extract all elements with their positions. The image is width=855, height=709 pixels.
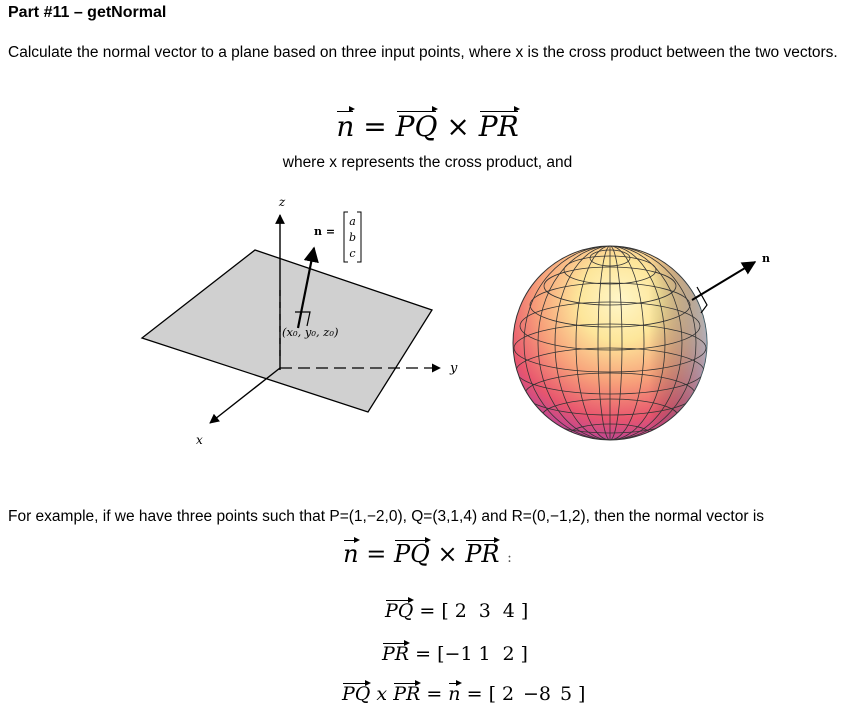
example-formula-n: n	[343, 540, 359, 568]
pr-equals: =	[415, 643, 432, 665]
where-text: where x represents the cross product, and	[282, 154, 573, 171]
pq-value-1: 2	[454, 600, 467, 622]
point-label: (x₀, y₀, z₀)	[282, 325, 339, 339]
x-axis-label: x	[196, 433, 203, 447]
example-formula-pq: PQ	[394, 540, 430, 568]
page-title: Part #11 – getNormal	[8, 4, 167, 21]
pq-value-3: 4	[502, 600, 515, 622]
pr-label: PR	[382, 643, 410, 665]
example-formula-colon: :	[507, 550, 512, 566]
pq-vector-row	[385, 600, 528, 622]
sphere-n-label: n	[762, 252, 770, 265]
matrix-b: b	[348, 231, 357, 244]
z-axis-label: z	[278, 195, 286, 209]
example-formula	[0, 540, 855, 568]
pq-label: PQ	[385, 600, 414, 622]
matrix-bracket-left	[344, 212, 348, 262]
example-formula-pr: PR	[465, 540, 500, 568]
cross-close-bracket: ]	[577, 683, 586, 705]
cross-pq-label: PQ	[342, 683, 371, 705]
pr-value-2: 1	[478, 643, 491, 665]
formula-equals: =	[363, 110, 387, 143]
formula-pr: PR	[478, 110, 519, 143]
cross-x-symbol: x	[376, 683, 388, 705]
cross-value-3: 5	[559, 683, 573, 705]
pq-open-bracket: [	[441, 600, 449, 622]
cross-equals-2: =	[466, 683, 483, 705]
pr-value-1: −1	[444, 643, 473, 665]
cross-open-bracket: [	[488, 683, 496, 705]
formula-times: ×	[446, 110, 470, 143]
matrix-c: c	[349, 247, 356, 260]
cross-equals-1: =	[426, 683, 443, 705]
matrix-a: a	[349, 215, 356, 228]
pq-close-bracket: ]	[520, 600, 529, 622]
pr-open-bracket: [	[437, 643, 445, 665]
cross-value-1: 2	[501, 683, 515, 705]
example-formula-times: ×	[437, 540, 458, 568]
cross-n-label: n	[448, 683, 461, 705]
y-axis-label: y	[450, 361, 458, 376]
normal-formula	[0, 110, 855, 143]
cross-pr-label: PR	[393, 683, 421, 705]
example-paragraph: For example, if we have three points such that P=(1,−2,0), Q=(3,1,4) and R=(0,−1,2), then the normal vector is	[8, 508, 765, 525]
formula-n: n	[336, 110, 355, 143]
intro-paragraph: Calculate the normal vector to a plane based on three input points, where x is the cross product between the two vectors.	[8, 44, 838, 61]
pr-value-3: 2	[502, 643, 515, 665]
cross-value-2: −8	[522, 683, 551, 705]
example-formula-equals: =	[366, 540, 387, 568]
x-axis	[210, 368, 280, 423]
pq-equals: =	[419, 600, 436, 622]
formula-pq: PQ	[395, 110, 438, 143]
pr-vector-row	[382, 643, 528, 665]
n-equals-label: n =	[314, 225, 336, 238]
pq-value-2: 3	[478, 600, 491, 622]
matrix-bracket-right	[357, 212, 361, 262]
plane-normal-figure	[130, 190, 470, 450]
pr-close-bracket: ]	[520, 643, 528, 665]
cross-product-row	[342, 683, 585, 705]
sphere-normal-figure	[500, 230, 790, 445]
